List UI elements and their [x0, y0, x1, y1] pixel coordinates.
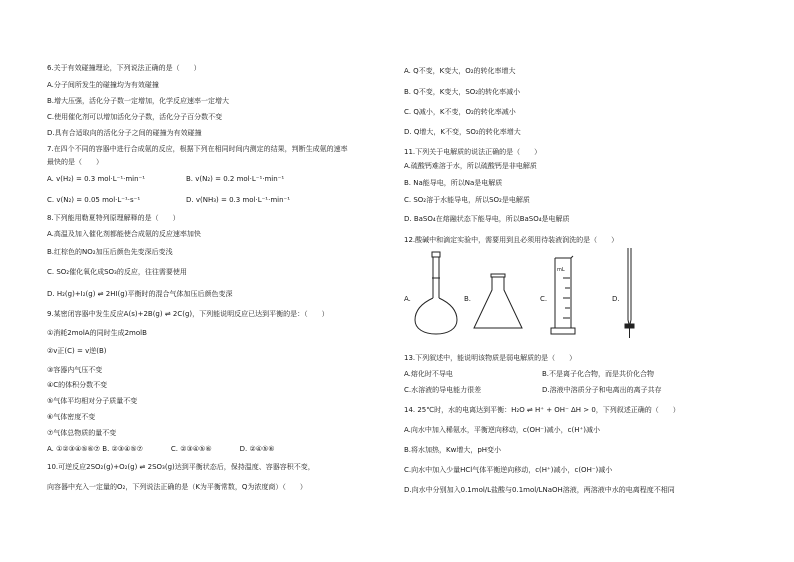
q8-option-d: D. H₂(g)+I₂(g) ⇌ 2HI(g)平衡时的混合气体加压后颜色变深 [47, 290, 233, 298]
q8-option-a: A.高温及加入催化剂都能使合成氨的反应速率加快 [47, 230, 201, 238]
q9-item-2: ②v正(C) = v逆(B) [47, 347, 107, 355]
q13-option-b: B.不是离子化合物，而是共价化合物 [542, 370, 655, 378]
q9-item-1: ①消耗2molA的同时生成2molB [47, 329, 147, 337]
q9-item-5: ⑤气体平均相对分子质量不变 [47, 397, 138, 405]
q10-option-c: C. Q减小，K不变，O₂的转化率减小 [404, 108, 516, 116]
q10-stem-cont: 向容器中充入一定量的O₂，下列说法正确的是（K为平衡常数，Q为浓度商）（ ） [47, 483, 307, 491]
q6-option-b: B.增大压强，活化分子数一定增加，化学反应速率一定增大 [47, 97, 230, 105]
q6-option-c: C.使用催化剂可以增加活化分子数，活化分子百分数不变 [47, 113, 223, 121]
q12-label-d: D. [612, 295, 620, 303]
q11-option-d: D. BaSO₄在熔融状态下能导电，所以BaSO₄是电解质 [404, 215, 570, 223]
q14-option-d: D.向水中分别加入0.1mol/L盐酸与0.1mol/LNaOH溶液，两溶液中水的电离程度不相同 [404, 486, 675, 494]
q7-option-d: D. v(NH₃) = 0.3 mol·L⁻¹·min⁻¹ [186, 196, 291, 204]
q14-option-a: A.向水中加入稀氨水，平衡逆向移动，c(OH⁻)减小，c(H⁺)减小 [404, 426, 600, 434]
q10-option-b: B. Q不变，K变大，SO₂的转化率减小 [404, 88, 521, 96]
burette-icon [618, 246, 642, 340]
q12-label-a: A. [404, 295, 411, 303]
q11-stem: 11.下列关于电解质的说法正确的是（ ） [404, 148, 542, 156]
q10-option-a: A. Q不变，K变大，O₂的转化率增大 [404, 67, 516, 75]
q9-options: A. ①②③④⑤⑥⑦ B. ②③④⑤⑦ C. ②③④⑤⑥ D. ②④⑤⑥ [47, 445, 275, 453]
q10-stem: 10.可逆反应2SO₂(g)+O₂(g) ⇌ 2SO₃(g)达到平衡状态后，保持温度、容器容积不变， [47, 463, 315, 471]
q6-option-a: A.分子间所发生的碰撞均为有效碰撞 [47, 81, 159, 89]
q9-item-7: ⑦气体总物质的量不变 [47, 429, 117, 437]
volumetric-flask-icon [410, 250, 462, 336]
q7-option-a: A. v(H₂) = 0.3 mol·L⁻¹·min⁻¹ [47, 175, 146, 183]
cylinder-unit-label: mL [557, 267, 565, 273]
q9-item-3: ③容器内气压不变 [47, 366, 103, 374]
q7-stem-cont: 最快的是（ ） [47, 158, 103, 166]
q13-stem: 13.下列叙述中，能说明该物质是弱电解质的是（ ） [404, 354, 577, 362]
q13-option-a: A.熔化时不导电 [404, 370, 453, 378]
q6-stem: 6.关于有效碰撞理论，下列说法正确的是（ ） [47, 64, 201, 72]
q14-stem: 14. 25℃时，水的电离达到平衡：H₂O ⇌ H⁺ + OH⁻ ΔH > 0，下列叙述正确的（ ） [404, 406, 680, 414]
q7-option-c: C. v(N₂) = 0.05 mol·L⁻¹·s⁻¹ [47, 196, 141, 204]
q12-stem: 12.酸碱中和滴定实验中，需要用到且必须用待装液润洗的是（ ） [404, 236, 619, 244]
q10-option-d: D. Q增大，K不变，SO₂的转化率增大 [404, 128, 521, 136]
q11-option-b: B. Na能导电，所以Na是电解质 [404, 179, 503, 187]
q14-option-b: B.将水加热，Kw增大，pH变小 [404, 446, 502, 454]
q7-option-b: B. v(N₂) = 0.2 mol·L⁻¹·min⁻¹ [186, 175, 285, 183]
q8-option-c: C. SO₂催化氧化成SO₃的反应，往往需要使用 [47, 268, 187, 276]
q12-label-b: B. [464, 295, 472, 303]
q11-option-a: A.硫酸钙难溶于水，所以硫酸钙是非电解质 [404, 162, 537, 170]
q14-option-c: C.向水中加入少量HCl气体平衡逆向移动，c(H⁺)减小，c(OH⁻)减小 [404, 466, 613, 474]
q13-option-d: D.溶液中溶质分子和电离出的离子共存 [542, 386, 662, 394]
q7-stem: 7.在四个不同的容器中进行合成氨的反应，根据下列在相同时间内测定的结果，判断生成氨的速率 [47, 145, 348, 153]
q9-stem: 9.某密闭容器中发生反应A(s)+2B(g) ⇌ 2C(g)，下列能说明反应已达到平衡的是：（ ） [47, 310, 329, 318]
q9-item-6: ⑥气体密度不变 [47, 413, 96, 421]
q8-option-b: B.红棕色的NO₂加压后颜色先变深后变浅 [47, 248, 173, 256]
q8-stem: 8.下列能用勒夏特列原理解释的是（ ） [47, 214, 180, 222]
q13-option-c: C.水溶液的导电能力很差 [404, 386, 482, 394]
q9-item-4: ④C的体积分数不变 [47, 381, 108, 389]
q12-label-c: C. [540, 295, 548, 303]
conical-flask-icon [470, 272, 526, 334]
q6-option-d: D.具有合适取向的活化分子之间的碰撞为有效碰撞 [47, 129, 202, 137]
q11-option-c: C. SO₂溶于水能导电，所以SO₂是电解质 [404, 196, 530, 204]
